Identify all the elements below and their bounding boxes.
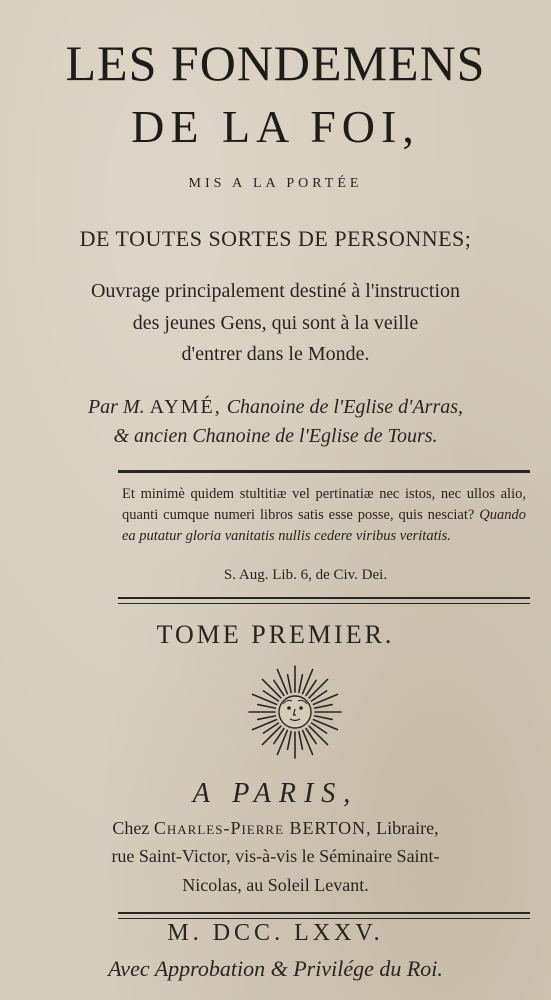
sun-ray (313, 720, 337, 730)
sun-ray (253, 720, 277, 730)
sun-face-ornament-icon (247, 664, 343, 760)
publisher-trade: Libraire, (376, 818, 439, 838)
publication-date: M. DCC. LXXV. (167, 920, 384, 946)
author-title: Chanoine de l'Eglise d'Arras, (226, 396, 464, 418)
description-line-3: d'entrer dans le Monde. (181, 343, 370, 365)
epigraph-roman: Et minimè quidem stultitiæ vel pertinatiæ nec istos, nec ullos alio, quanti cumque numeri libros satis esse posse, quis nesciat? (122, 486, 526, 523)
sun-ray (299, 732, 303, 750)
description-line-1: Ouvrage principalement destiné à l'instruction (90, 280, 461, 302)
sun-ray (315, 705, 333, 709)
sun-ray (309, 679, 327, 697)
author-name: AYMÉ, (149, 396, 222, 418)
divider-middle (118, 597, 530, 604)
sun-ray (258, 705, 276, 709)
divider-top (118, 470, 530, 473)
author-prefix: Par M. (87, 396, 145, 418)
sun-ray (258, 716, 276, 720)
epigraph-reference: S. Aug. Lib. 6, de Civ. Dei. (223, 567, 388, 583)
imprint-line-3: Nicolas, au Soleil Levant. (182, 875, 369, 895)
privilege-line: Avec Approbation & Privilége du Roi. (108, 956, 443, 981)
sun-ray (313, 694, 337, 704)
subtitle-line-1: MIS A LA PORTÉE (188, 176, 363, 191)
author-line-1 (0, 396, 551, 419)
volume-label: TOME PREMIER. (156, 620, 395, 649)
publisher-name: Charles-Pierre BERTON, (153, 818, 372, 838)
epigraph (122, 484, 526, 547)
imprint-prefix: Chez (112, 818, 150, 838)
sun-ray (288, 732, 292, 750)
epigraph-italic: Quando ea putatur gloria vanitatis nullis cedere viribus veritatis. (122, 507, 527, 544)
description-line-2: des jeunes Gens, qui sont à la veille (132, 312, 419, 334)
sun-ray (309, 726, 327, 744)
sun-ray (299, 675, 303, 693)
title-line-1: LES FONDEMENS (65, 35, 486, 91)
imprint-line-1 (0, 818, 551, 839)
imprint-city: A PARIS, (192, 778, 359, 809)
sun-ray (277, 670, 287, 694)
sun-ray (262, 726, 280, 744)
subtitle-line-2: DE TOUTES SORTES DE PERSONNES; (79, 226, 472, 251)
sun-ray (262, 679, 280, 697)
sun-ray (303, 730, 313, 754)
sun-ray (303, 670, 313, 694)
title-line-2: DE LA FOI, (131, 101, 420, 152)
sun-ray (277, 730, 287, 754)
sun-ray (253, 694, 277, 704)
sun-ray (315, 716, 333, 720)
divider-bottom (118, 912, 530, 919)
author-line-2: & ancien Chanoine de l'Eglise de Tours. (113, 425, 438, 447)
sun-ray (288, 675, 292, 693)
imprint-line-2: rue Saint-Victor, vis-à-vis le Séminaire Saint- (111, 846, 440, 866)
